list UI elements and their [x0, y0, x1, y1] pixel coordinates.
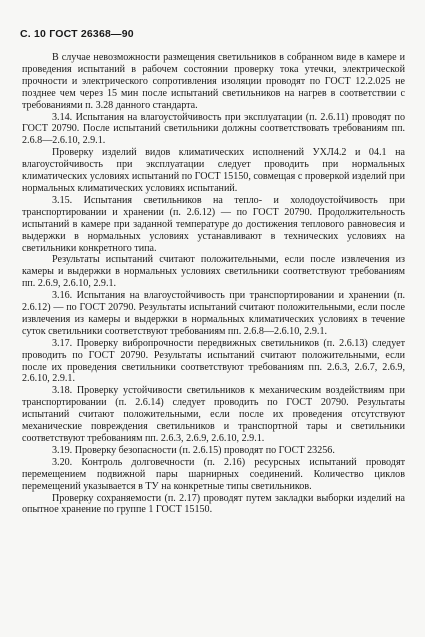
paragraph: 3.20. Контроль долговечности (п. 2.16) ресурсных испытаний проводят перемещением подвижной пары шарнирных соединений. Количество циклов перемещений указывается в ТУ на конкретные типы светильников.: [22, 456, 405, 492]
document-body: [22, 52, 405, 516]
paragraph: Проверку сохраняемости (п. 2.17) проводят путем закладки выборки изделий на опытное хранение по группе 1 ГОСТ 15150.: [22, 492, 405, 516]
paragraph: 3.18. Проверку устойчивости светильников к механическим воздействиям при транспортировании (п. 2.6.14) следует проводить по ГОСТ 20790. Результаты испытаний считают положительными, если после их проведения отсутствуют механические повреждения светильников и транспортной тары и светильники соответствуют требованиям пп. 2.6.3, 2.6.9, 2.6.10, 2.9.1.: [22, 385, 405, 444]
paragraph: Проверку изделий видов климатических исполнений УХЛ4.2 и 04.1 на влагоустойчивость при эксплуатации следует проводить при нормальных климатических условиях испытаний по ГОСТ 15150, совмещая с проверкой изделий при нормальных климатических условиях испытаний.: [22, 147, 405, 194]
paragraph: 3.14. Испытания на влагоустойчивость при эксплуатации (п. 2.6.11) проводят по ГОСТ 20790. После испытаний светильники должны соответствовать требованиям пп. 2.6.8—2.6.10, 2.9.1.: [22, 111, 405, 147]
paragraph: 3.15. Испытания светильников на тепло- и холодоустойчивость при транспортировании и хранении (п. 2.6.12) — по ГОСТ 20790. Продолжительность испытаний в камере при заданной температуре до достижения теплового равновесия и выдержки в нормальных условиях устанавливают в технических условиях на светильники конкретного типа.: [22, 194, 405, 254]
page-header: С. 10 ГОСТ 26368—90: [20, 28, 134, 40]
paragraph: 3.19. Проверку безопасности (п. 2.6.15) проводят по ГОСТ 23256.: [52, 444, 335, 456]
paragraph: Результаты испытаний считают положительными, если после извлечения из камеры и выдержки в нормальных условиях светильники соответствуют требованиям пп. 2.6.9, 2.6.10, 2.9.1.: [22, 254, 405, 290]
paragraph: 3.17. Проверку вибропрочности передвижных светильников (п. 2.6.13) следует проводить по ГОСТ 20790. Результаты испытаний считают положительными, если после их проведения светильники соответствуют требованиям пп. 2.6.3, 2.6.7, 2.6.9, 2.6.10, 2.9.1.: [22, 337, 405, 385]
paragraph: 3.16. Испытания на влагоустойчивость при транспортировании и хранении (п. 2.6.12) — по ГОСТ 20790. Результаты испытаний считают положительными, если после извлечения из камеры и выдержки в нормальных климатических условиях в течение суток светильники соответствуют требованиям пп. 2.6.8—2.6.10, 2.9.1.: [22, 290, 405, 337]
paragraph: В случае невозможности размещения светильников в собранном виде в камере и проведения испытаний в рабочем состоянии проверку тока утечки, электрической прочности и электрического сопротивления изоляции проводят по ГОСТ 12.2.025 не позднее чем через 15 мин после испытаний светильников на нагрев в соответствии с требованиями п. 3.28 данного стандарта.: [22, 52, 405, 111]
